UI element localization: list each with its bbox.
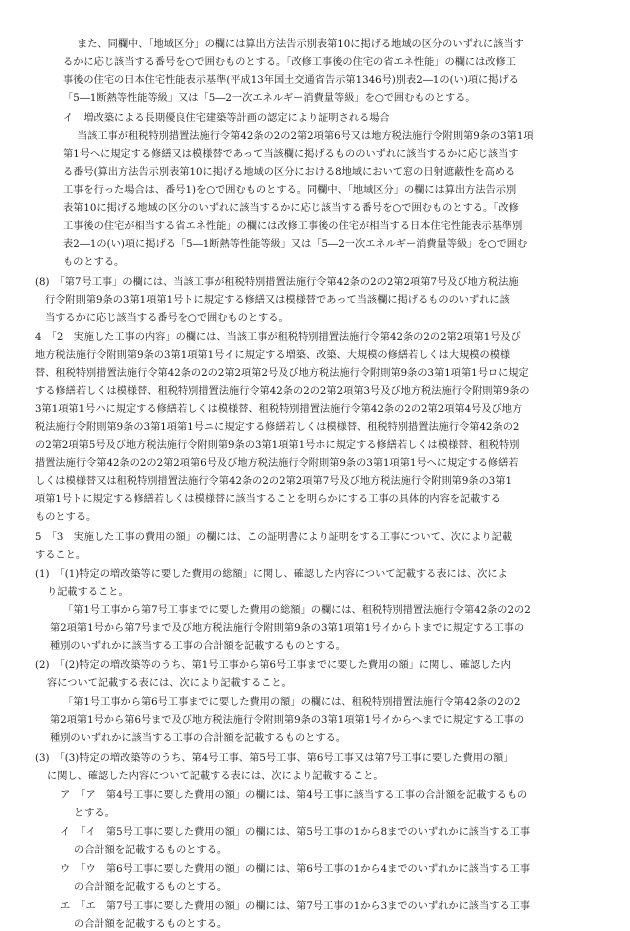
text-line: ものとする。 xyxy=(35,512,97,523)
text-line: 表第10に掲げる地域の区分のいずれに該当するかに応じ該当する番号を○で囲むものとする。「改修 xyxy=(63,203,519,214)
text-line: 容について記載する表には、次により記載すること。 xyxy=(47,678,292,689)
text-line: 当するかに応じ該当する番号を○で囲むものとする。 xyxy=(45,313,289,324)
text-line: イ 「イ 第5号工事に要した費用の額」の欄には、第5号工事の1から8までのいずれかに該当する工事 xyxy=(60,827,531,838)
text-line: 税法施行令附則第9条の3第1項第1号ニに規定する修繕若しくは模様替、租税特別措置法施行令第42条の2 xyxy=(35,422,520,433)
text-line: るかに応じ該当する番号を○で囲むものとする。「改修工事後の住宅の省エネ性能」の欄には改修工 xyxy=(63,57,516,68)
text-line: 当該工事が租税特別措置法施行令第42条の2の2第2項第6号又は地方税法施行令附則第9条の3第1項 xyxy=(77,131,534,142)
text-line: すること。 xyxy=(35,550,87,561)
text-line: 「第1号工事から第6号工事までに要した費用の額」の欄には、租税特別措置法施行令第42条の2の2 xyxy=(63,697,521,708)
text-line: 種別のいずれかに該当する工事の合計額を記載するものとする。 xyxy=(50,733,347,744)
text-line: 表2―1の(い)項に掲げる「5―1断熱等性能等級」又は「5―2一次エネルギー消費量等級」を○で囲む xyxy=(63,239,528,250)
text-line: 第2項第1号から第7号まで及び地方税法施行令附則第9条の3第1項第1号イからトまでに規定する工事の xyxy=(50,623,525,634)
text-line: とする。 xyxy=(74,808,115,819)
text-line: 事後の住宅の日本住宅性能表示基準(平成13年国土交通省告示第1346号)別表2―1の(い)項に掲げる xyxy=(63,75,519,86)
text-line: 工事を行った場合は、番号1)を○で囲むものとする。同欄中、「地域区分」の欄には算出方法告示別 xyxy=(63,185,517,196)
text-line: ア 「ア 第4号工事に要した費用の額」の欄には、第4号工事に該当する工事の合計額を記載するもの xyxy=(60,790,528,801)
text-line: の合計額を記載するものとする。 xyxy=(74,845,228,856)
text-line: り記載すること。 xyxy=(47,587,129,598)
text-line: (8) 「第7号工事」の欄には、当該工事が租税特別措置法施行令第42条の2の2第2項第7号及び地方税法施 xyxy=(35,277,519,288)
text-line: ものとする。 xyxy=(63,257,125,268)
text-line: しくは模様替又は租税特別措置法施行令第42条の2の2第2項第7号及び地方税法施行令附則第9条の3第1 xyxy=(35,476,513,487)
text-line: 5 「3 実施した工事の費用の額」の欄には、この証明書により証明をする工事について、次により記載 xyxy=(35,532,513,543)
text-line: 工事後の住宅が相当する省エネ性能」の欄には改修工事後の住宅が相当する日本住宅性能表示基準別 xyxy=(63,221,523,232)
text-line: 措置法施行令第42条の2の2第2項第6号及び地方税法施行令附則第9条の3第1項第1号へに規定する修繕若 xyxy=(35,458,519,469)
text-line: 行令附則第9条の3第1項第1号トに規定する修繕又は模様替であって当該欄に掲げるもののいずれに該 xyxy=(45,295,510,306)
text-line: 「5―1断熱等性能等級」又は「5―2一次エネルギー消費量等級」を○で囲むものとする。 xyxy=(63,93,476,104)
text-line: イ 増改築による長期優良住宅建築等計画の認定により証明される場合 xyxy=(63,113,390,124)
text-line: 項第1号トに規定する修繕若しくは模様替に該当することを明らかにする工事の具体的内容を記載する xyxy=(35,494,501,505)
text-line: 3第1項第1号ハに規定する修繕若しくは模様替、租税特別措置法施行令第42条の2の2第2項第4号及び地方 xyxy=(35,404,523,415)
text-line: の合計額を記載するものとする。 xyxy=(74,882,228,893)
text-line: に関し、確認した内容について記載する表には、次により記載すること。 xyxy=(47,771,384,782)
text-line: 替、租税特別措置法施行令第42条の2の2第2項第2号及び地方税法施行令附則第9条の3第1項第1号ロに規定 xyxy=(35,368,529,379)
text-line: る番号(算出方法告示別表第10に掲げる地域の区分における8地域において窓の日射遮蔽性を高める xyxy=(63,167,516,178)
text-line: また、同欄中、「地域区分」の欄には算出方法告示別表第10に掲げる地域の区分のいずれに該当す xyxy=(77,39,524,50)
text-line: (1) 「(1)特定の増改築等に要した費用の総額」に関し、確認した内容について記載する表には、次によ xyxy=(35,569,508,580)
text-line: ウ 「ウ 第6号工事に要した費用の額」の欄には、第6号工事の1から4までのいずれかに該当する工事 xyxy=(60,864,531,875)
text-line: 「第1号工事から第7号工事までに要した費用の総額」の欄には、租税特別措置法施行令第42条の2の2 xyxy=(63,605,531,616)
text-line: の合計額を記載するものとする。 xyxy=(74,919,228,930)
text-line: 地方税法施行令附則第9条の3第1項第1号イに規定する増築、改築、大規模の修繕若しくは大規模の模様 xyxy=(35,350,511,361)
text-line: する修繕若しくは模様替、租税特別措置法施行令第42条の2の2第2項第3号及び地方税法施行令附則第9条の xyxy=(35,386,530,397)
text-line: の2第2項第5号及び地方税法施行令附則第9条の3第1項第1号ホに規定する修繕若しくは模様替、租税特別 xyxy=(35,440,520,451)
text-line: 種別のいずれかに該当する工事の合計額を記載するものとする。 xyxy=(50,641,347,652)
text-line: (2) 「(2)特定の増改築等のうち、第1号工事から第6号工事までに要した費用の額」に関し、確認した内 xyxy=(35,660,511,671)
text-line: エ 「エ 第7号工事に要した費用の額」の欄には、第7号工事の1から3までのいずれかに該当する工事 xyxy=(60,901,531,912)
text-line: 第1号へに規定する修繕又は模様替であって当該欄に掲げるもののいずれに該当するかに応じ該当す xyxy=(63,149,519,160)
text-line: 第2項第1号から第6号まで及び地方税法施行令附則第9条の3第1項第1号イからへまでに規定する工事の xyxy=(50,715,525,726)
text-line: 4 「2 実施した工事の内容」の欄には、当該工事が租税特別措置法施行令第42条の2の2第2項第1号及び xyxy=(35,332,521,343)
text-line: (3) 「(3)特定の増改築等のうち、第4号工事、第5号工事、第6号工事又は第7号工事に要した費用の額」 xyxy=(35,753,514,764)
